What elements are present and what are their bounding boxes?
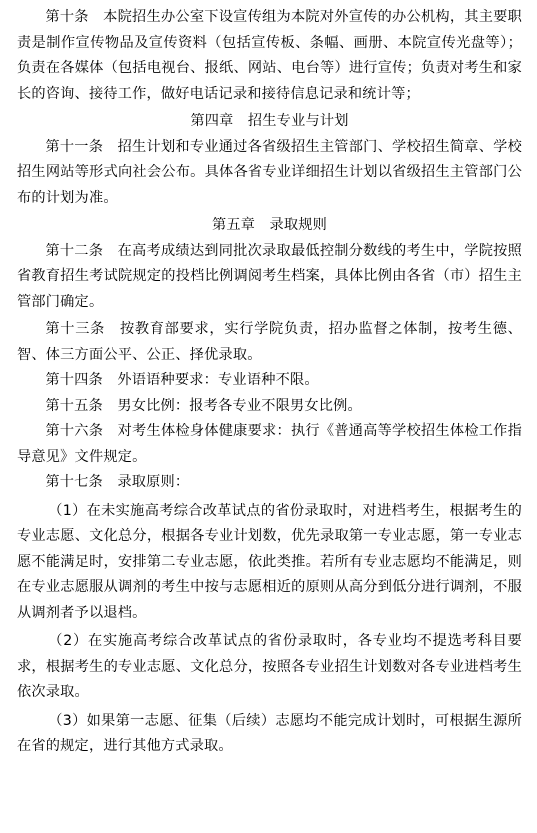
- article-16-paragraph: 第十六条 对考生体检身体健康要求：执行《普通高等学校招生体检工作指导意见》文件规定。: [17, 423, 522, 465]
- article-12-paragraph: 第十二条 在高考成绩达到同批次录取最低控制分数线的考生中，学院按照省教育招生考试院规定的投档比例调阅考生档案，具体比例由各省（市）招生主管部门确定。: [17, 242, 522, 310]
- chapter-5-heading: 第五章 录取规则: [211, 217, 328, 233]
- article-10-paragraph: 第十条 本院招生办公室下设宣传组为本院对外宣传的办公机构，其主要职责是制作宣传物品及宣传资料（包括宣传板、条幅、画册、本院宣传光盘等）；负责在各媒体（包括电视台、报纸、网站、电台等）进行宣传；负责对考生和家长的咨询、接待工作，做好电话记录和接待信息记录和统计等；: [17, 9, 522, 102]
- article-13-paragraph: 第十三条 按教育部要求，实行学院负责，招办监督之体制，按考生德、智、体三方面公平、公正、择优录取。: [17, 321, 522, 363]
- clause-3-paragraph: （3）如果第一志愿、征集（后续）志愿均不能完成计划时，可根据生源所在省的规定，进行其他方式录取。: [17, 712, 522, 754]
- article-14-paragraph: 第十四条 外语语种要求：专业语种不限。: [45, 372, 319, 388]
- article-15-paragraph: 第十五条 男女比例：报考各专业不限男女比例。: [45, 397, 362, 414]
- article-11-paragraph: 第十一条 招生计划和专业通过各省级招生主管部门、学校招生简章、学校招生网站等形式向社会公布。具体各省专业详细招生计划以省级招生主管部门公布的计划为准。: [17, 138, 522, 206]
- article-17-paragraph: 第十七条 录取原则：: [45, 474, 190, 490]
- clause-2-paragraph: （2）在实施高考综合改革试点的省份录取时，各专业均不提选考科目要求，根据考生的专业志愿、文化总分，按照各专业招生计划数对各专业进档考生依次录取。: [17, 633, 522, 700]
- chapter-4-heading: 第四章 招生专业与计划: [190, 113, 349, 129]
- clause-1-paragraph: （1）在未实施高考综合改革试点的省份录取时，对进档考生，根据考生的专业志愿、文化总分，根据各专业计划数，优先录取第一专业志愿，第一专业志愿不能满足时，安排第二专业志愿，依此类推。若所有专业志愿均不能满足，则在专业志愿服从调剂的考生中按与志愿相近的原则从高分到低分进行调剂，不服从调剂者予以退档。: [17, 502, 522, 621]
